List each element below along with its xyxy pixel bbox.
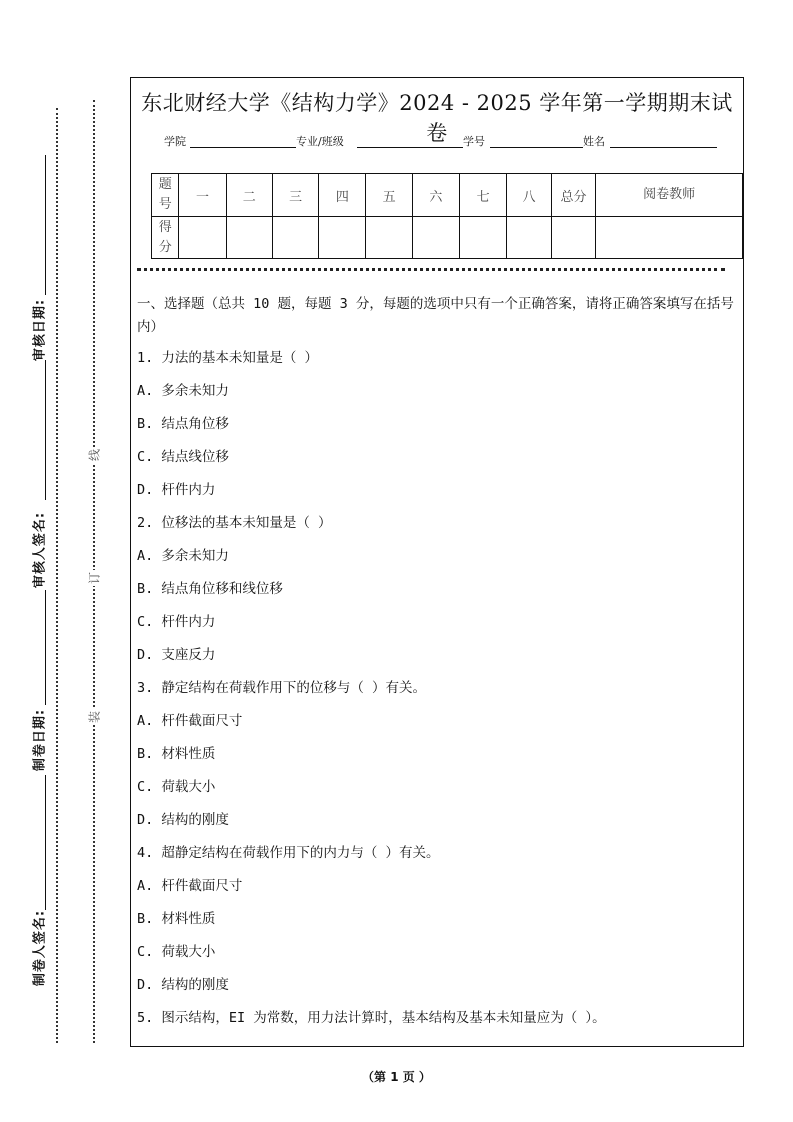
score-cell[interactable]: [366, 217, 412, 259]
score-cell[interactable]: [460, 217, 507, 259]
major-class-field[interactable]: [357, 147, 463, 148]
col-header: 二: [226, 174, 272, 217]
score-cell[interactable]: [179, 217, 226, 259]
cut-mark-line: 线: [87, 448, 102, 462]
student-id-field[interactable]: [490, 147, 583, 148]
col-header: 六: [412, 174, 459, 217]
score-cell[interactable]: [507, 217, 552, 259]
page-number: （第 1 页 ）: [362, 1070, 431, 1084]
name-label: 姓名: [583, 135, 605, 148]
major-class-label: 专业/班级: [296, 135, 344, 148]
sign-line: [45, 775, 46, 910]
sign-line: [45, 155, 46, 295]
question-stem: 5. 图示结构，EI 为常数，用力法计算时，基本结构及基本未知量应为（ ）。: [137, 1010, 606, 1026]
question-stem: 3. 静定结构在荷载作用下的位移与（ ）有关。: [137, 680, 427, 696]
option: A. 多余未知力: [137, 548, 229, 564]
dotted-separator: [137, 268, 725, 271]
col-header: 一: [179, 174, 226, 217]
prepare-date-label: 制卷日期:: [32, 708, 48, 772]
cut-mark-staple: 订: [87, 571, 102, 585]
col-header-grader: 阅卷教师: [596, 174, 743, 217]
question-stem: 1. 力法的基本未知量是（ ）: [137, 350, 319, 366]
score-cell[interactable]: [412, 217, 459, 259]
question-section: [137, 293, 737, 1041]
option: D. 支座反力: [137, 647, 216, 663]
student-info-row: [164, 133, 724, 149]
option: D. 杆件内力: [137, 482, 216, 498]
row-header-question: 题 号: [152, 174, 179, 217]
total-score-cell[interactable]: [551, 217, 596, 259]
option: C. 杆件内力: [137, 614, 216, 630]
option: A. 杆件截面尺寸: [137, 878, 243, 894]
student-id-label: 学号: [463, 135, 485, 148]
college-label: 学院: [164, 135, 186, 148]
option: B. 结点角位移和线位移: [137, 581, 283, 597]
score-cell[interactable]: [319, 217, 366, 259]
exam-title: 东北财经大学《结构力学》2024 - 2025 学年第一学期期末试卷: [141, 91, 733, 145]
col-header: 总分: [551, 174, 596, 217]
preparer-signature-label: 制卷人签名:: [32, 909, 48, 987]
col-header: 八: [507, 174, 552, 217]
option: B. 材料性质: [137, 911, 216, 927]
row-header-score: 得 分: [152, 217, 179, 259]
option: C. 荷载大小: [137, 779, 216, 795]
binding-dotted-line-inner: [56, 108, 58, 1043]
college-field[interactable]: [190, 147, 296, 148]
score-cell[interactable]: [226, 217, 272, 259]
name-field[interactable]: [610, 147, 717, 148]
option: A. 杆件截面尺寸: [137, 713, 243, 729]
grader-cell[interactable]: [596, 217, 743, 259]
option: C. 结点线位移: [137, 449, 229, 465]
col-header: 七: [460, 174, 507, 217]
option: B. 结点角位移: [137, 416, 229, 432]
reviewer-signature-label: 审核人签名:: [32, 511, 48, 589]
col-header: 三: [272, 174, 318, 217]
col-header: 四: [319, 174, 366, 217]
question-stem: 2. 位移法的基本未知量是（ ）: [137, 515, 332, 531]
score-cell[interactable]: [272, 217, 318, 259]
question-stem: 4. 超静定结构在荷载作用下的内力与（ ）有关。: [137, 845, 440, 861]
score-table: [151, 173, 743, 259]
cut-mark-bind: 装: [87, 710, 102, 724]
section-intro: 一、选择题（总共 10 题，每题 3 分，每题的选项中只有一个正确答案，请将正确答案填写在括号内）: [137, 296, 734, 335]
option: B. 材料性质: [137, 746, 216, 762]
exam-page-frame: [130, 77, 744, 1047]
option: C. 荷载大小: [137, 944, 216, 960]
option: D. 结构的刚度: [137, 977, 229, 993]
col-header: 五: [366, 174, 412, 217]
review-date-label: 审核日期:: [32, 298, 48, 362]
sign-line: [45, 360, 46, 500]
sign-line: [45, 590, 46, 705]
option: D. 结构的刚度: [137, 812, 229, 828]
option: A. 多余未知力: [137, 383, 229, 399]
